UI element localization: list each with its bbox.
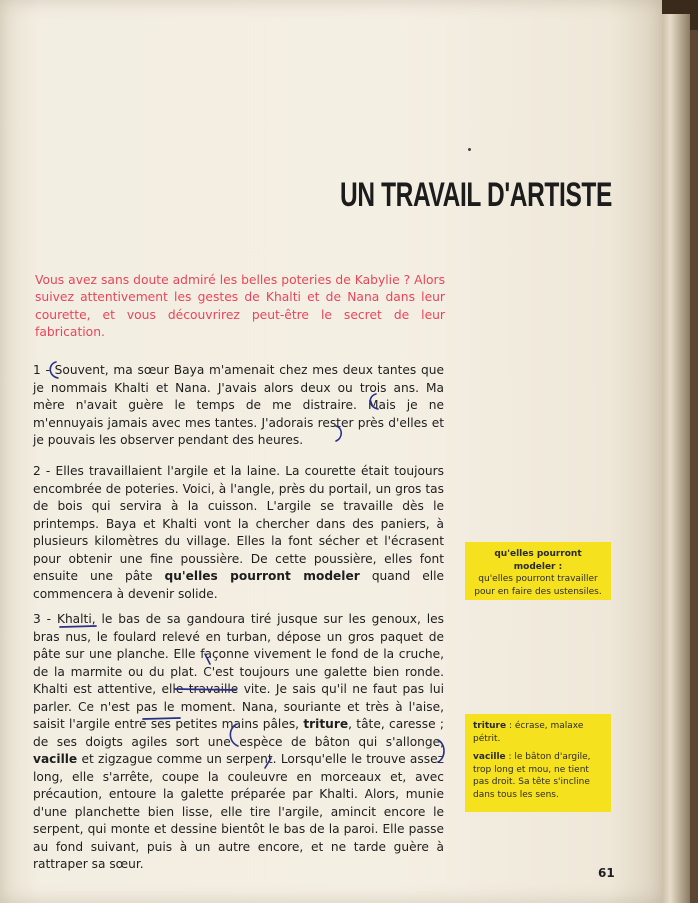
binding-shadow <box>690 30 698 903</box>
paragraph-3-text-b: , tâte, caresse ; de ses doigts agiles sort une espèce de bâton qui s'allonge, <box>33 717 444 749</box>
note-2-definition-vacille: : le bâton d'argile, trop long et mou, ne tient pas droit. Sa tête s'incline dans tous les sens. <box>473 752 591 800</box>
paragraph-2-text-a: 2 - Elles travaillaient l'argile et la laine. La courette était toujours encombrée de poteries. Voici, à l'angle, près du portail, un gros tas de bois qui servira à la cuisson. L'argile se travaille dès le printemps. Baya et Khalti vont la chercher dans des paniers, à plusieurs kilomètres du village. Elles la font sécher et l'écrasent pour obtenir une fine poussière. De cette poussière, elles font ensuite une pâte <box>33 464 444 583</box>
paragraph-3-text-a: 3 - Khalti, le bas de sa gandoura tiré jusque sur les genoux, les bras nus, le foulard relevé en turban, dépose un gros paquet de pâte sur une planche. Elle façonne vivement le fond de la cruche, de la marmite ou du plat. C'est toujours une galette bien ronde. Khalti est attentive, elle travaille vite. Je sais qu'il ne faut pas lui parler. Ce n'est pas le moment. Nana, souriante et très à l'aise, saisit l'argile entre ses petites mains pâles, <box>33 612 444 731</box>
note-2-definition-triture: : écrase, malaxe pétrit. <box>473 721 584 744</box>
page-number: 61 <box>598 866 615 880</box>
page-title: UN TRAVAIL D'ARTISTE <box>340 176 612 214</box>
paragraph-2-text-b: quand elle commencera à devenir solide. <box>33 569 445 601</box>
page-edge <box>662 14 690 903</box>
paragraph-2 <box>33 463 444 603</box>
paragraph-3-text-c: et zigzague comme un serpent. Lorsqu'elle le trouve assez long, elle s'arrête, coupe la couleuvre en morceaux et, avec précaution, entoure la galette préparée par Khalti. Alors, munie d'une planchette bien lisse, elle tire l'argile, amincit encore le serpent, qui monte et dessine bientôt le bas de la paroi. Elle passe au fond suivant, puis à un autre encore, et ne tarde guère à rattraper sa sœur. <box>33 752 444 871</box>
note-2-term-triture: triture <box>473 721 507 731</box>
note-1-term: qu'elles pourront modeler : <box>494 549 582 572</box>
paragraph-2-term: qu'elles pourront modeler <box>164 569 360 583</box>
intro-text: Vous avez sans doute admiré les belles poteries de Kabylie ? Alors suivez attentivement les gestes de Khalti et de Nana dans leur courette, et vous découvrirez peut-être le secret de leur fabrication. <box>35 273 445 340</box>
glossary-note-modeler <box>465 542 611 600</box>
glossary-note-triture-vacille <box>465 714 611 812</box>
note-1-definition: qu'elles pourront travailler pour en faire des ustensiles. <box>474 574 602 597</box>
paragraph-3-term-vacille: vacille <box>33 752 78 766</box>
paragraph-1: 1 - Souvent, ma sœur Baya m'amenait chez mes deux tantes que je nommais Khalti et Nana. J'avais alors deux ou trois ans. Ma mère n'avait guère le temps de me distraire. Mais je ne m'ennuyais jamais avec mes tantes. J'adorais rester près d'elles et je pouvais les observer pendant des heures. <box>33 363 444 447</box>
note-2-term-vacille: vacille <box>473 752 506 762</box>
speck <box>468 148 471 151</box>
paragraph-3-term-triture: triture <box>303 717 349 731</box>
paragraph-3 <box>33 611 444 874</box>
